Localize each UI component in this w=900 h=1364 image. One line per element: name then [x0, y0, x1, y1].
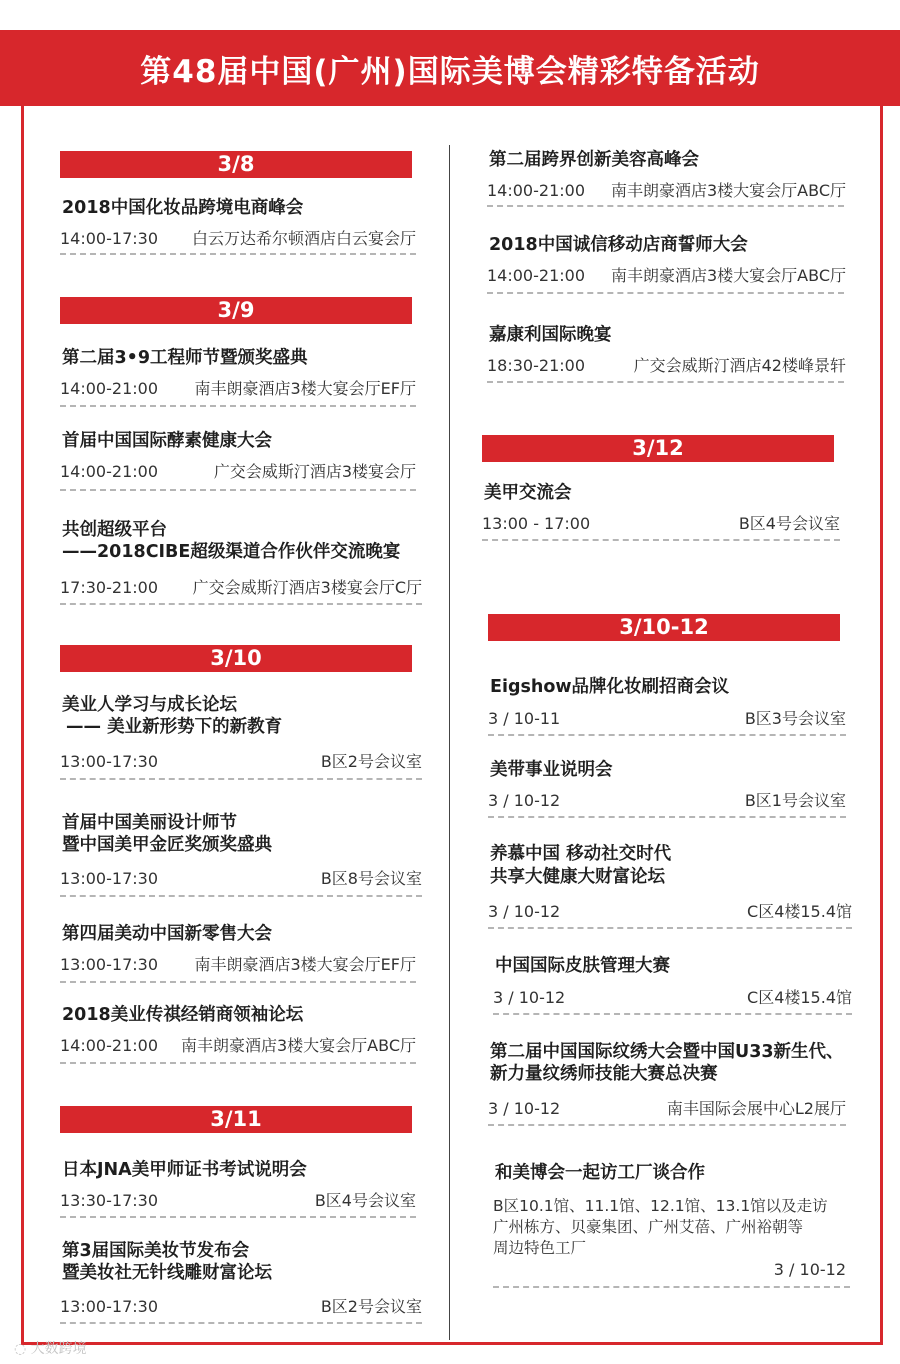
event-title: 首届中国美丽设计师节	[62, 813, 237, 833]
event-separator	[60, 603, 422, 605]
event-separator	[493, 1013, 852, 1015]
event-title: 美业人学习与成长论坛	[62, 695, 237, 715]
event-time: 3 / 10-12	[773, 1260, 846, 1279]
event-place: B区3号会议室	[744, 709, 846, 728]
event-separator	[60, 895, 422, 897]
event-time: 14:00-21:00	[60, 462, 158, 481]
event-title: 首届中国国际酵素健康大会	[62, 431, 272, 451]
event-place: B区4号会议室	[314, 1191, 416, 1210]
event-time: 13:00 - 17:00	[482, 514, 591, 533]
event-place: C区4楼15.4馆	[747, 902, 852, 921]
event-title: 2018中国化妆品跨境电商峰会	[62, 198, 304, 218]
date-bar-3-8: 3/8	[60, 151, 412, 178]
event-time: 17:30-21:00	[60, 578, 158, 597]
event-title: 第二届3•9工程师节暨颁奖盛典	[62, 348, 308, 368]
date-bar-3-10: 3/10	[60, 645, 412, 672]
event-title: 和美博会一起访工厂谈合作	[495, 1163, 705, 1183]
event-time: 18:30-21:00	[487, 356, 585, 375]
event-place: 广交会威斯汀酒店3楼宴会厅C厅	[192, 578, 422, 597]
event-time: 3 / 10-12	[493, 988, 566, 1007]
event-separator	[488, 927, 852, 929]
event-title: 美甲交流会	[484, 483, 572, 503]
event-time: 13:00-17:30	[60, 955, 158, 974]
event-separator	[487, 292, 844, 294]
event-separator	[488, 816, 846, 818]
event-title: 第四届美动中国新零售大会	[62, 924, 272, 944]
event-place: 南丰国际会展中心L2展厅	[666, 1099, 846, 1118]
event-place: 南丰朗豪酒店3楼大宴会厅ABC厅	[611, 181, 846, 200]
event-time: 14:00-21:00	[60, 379, 158, 398]
event-separator	[60, 778, 422, 780]
event-title: 养慕中国 移动社交时代	[490, 844, 672, 864]
event-subtitle: 共享大健康大财富论坛	[490, 867, 665, 887]
event-separator	[488, 1124, 846, 1126]
event-separator	[60, 1216, 416, 1218]
date-bar-3-9: 3/9	[60, 297, 412, 324]
date-bar-3-11: 3/11	[60, 1106, 412, 1133]
event-separator	[60, 489, 416, 491]
event-title: 共创超级平台	[62, 520, 167, 540]
event-place: B区1号会议室	[744, 791, 846, 810]
event-place: 广交会威斯汀酒店3楼宴会厅	[213, 462, 416, 481]
date-bar-3-12: 3/12	[482, 435, 834, 462]
event-title: 2018美业传祺经销商领袖论坛	[62, 1005, 304, 1025]
event-time: 14:00-21:00	[60, 1036, 158, 1055]
event-title: 中国国际皮肤管理大赛	[495, 956, 670, 976]
event-separator	[487, 381, 844, 383]
event-subtitle: —— 美业新形势下的新教育	[66, 717, 283, 737]
event-time: 3 / 10-12	[488, 902, 561, 921]
event-place: 白云万达希尔顿酒店白云宴会厅	[191, 229, 416, 248]
event-title: 美带事业说明会	[490, 760, 613, 780]
event-place: 南丰朗豪酒店3楼大宴会厅ABC厅	[181, 1036, 416, 1055]
date-bar-3-10-12: 3/10-12	[488, 614, 840, 641]
event-title: 第二届中国国际纹绣大会暨中国U33新生代、	[490, 1042, 844, 1062]
event-time: 14:00-17:30	[60, 229, 158, 248]
event-separator	[60, 405, 416, 407]
event-place: B区2号会议室	[320, 1297, 422, 1316]
event-title: 2018中国诚信移动店商誓师大会	[489, 235, 748, 255]
event-separator	[482, 539, 840, 541]
event-time: 13:00-17:30	[60, 869, 158, 888]
watermark-icon: ◌	[14, 1341, 27, 1357]
event-time: 14:00-21:00	[487, 181, 585, 200]
event-separator	[60, 253, 416, 255]
page-title: 第48届中国(广州)国际美博会精彩特备活动	[140, 53, 760, 90]
event-subtitle: 新力量纹绣师技能大赛总决赛	[490, 1064, 718, 1084]
watermark	[14, 1338, 87, 1358]
event-place: 南丰朗豪酒店3楼大宴会厅EF厅	[194, 955, 416, 974]
event-description: B区10.1馆、11.1馆、12.1馆、13.1馆以及走访	[493, 1197, 828, 1215]
event-place: C区4楼15.4馆	[747, 988, 852, 1007]
event-separator	[60, 981, 416, 983]
event-time: 3 / 10-11	[488, 709, 561, 728]
event-subtitle: 暨美妆社无针线雕财富论坛	[62, 1263, 272, 1283]
event-place: 广交会威斯汀酒店42楼峰景轩	[633, 356, 846, 375]
event-time: 13:30-17:30	[60, 1191, 158, 1210]
event-time: 13:00-17:30	[60, 1297, 158, 1316]
event-description: 广州栋方、贝豪集团、广州艾蓓、广州裕朝等	[493, 1218, 804, 1236]
event-title: 第3届国际美妆节发布会	[62, 1241, 250, 1261]
event-separator	[60, 1062, 416, 1064]
event-title: 第二届跨界创新美容高峰会	[489, 150, 699, 170]
event-title: 日本JNA美甲师证书考试说明会	[62, 1160, 307, 1180]
event-subtitle: ——2018CIBE超级渠道合作伙伴交流晚宴	[62, 542, 401, 562]
event-time: 13:00-17:30	[60, 752, 158, 771]
event-place: B区8号会议室	[320, 869, 422, 888]
event-title: Eigshow品牌化妆刷招商会议	[490, 677, 730, 697]
event-separator	[488, 734, 846, 736]
column-divider	[449, 145, 450, 1340]
event-time: 3 / 10-12	[488, 1099, 561, 1118]
event-separator	[493, 1286, 850, 1288]
page-header	[0, 30, 900, 106]
event-time: 14:00-21:00	[487, 266, 585, 285]
event-separator	[60, 1322, 422, 1324]
event-description: 周边特色工厂	[493, 1239, 587, 1257]
event-place: B区4号会议室	[738, 514, 840, 533]
event-place: 南丰朗豪酒店3楼大宴会厅ABC厅	[611, 266, 846, 285]
event-time: 3 / 10-12	[488, 791, 561, 810]
watermark-text: 大数跨境	[30, 1341, 87, 1357]
event-title: 嘉康利国际晚宴	[489, 325, 612, 345]
event-separator	[487, 205, 844, 207]
event-subtitle: 暨中国美甲金匠奖颁奖盛典	[62, 835, 272, 855]
event-place: B区2号会议室	[320, 752, 422, 771]
event-place: 南丰朗豪酒店3楼大宴会厅EF厅	[194, 379, 416, 398]
